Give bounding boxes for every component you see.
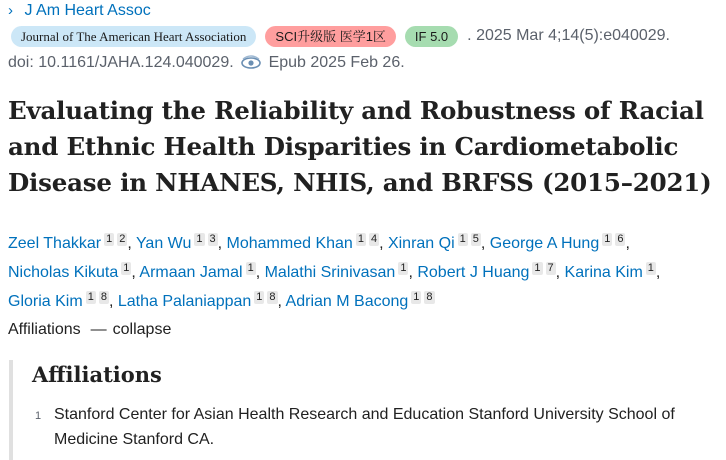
affiliations-heading: Affiliations	[32, 362, 162, 387]
affiliation-ref-link[interactable]: 8	[426, 291, 433, 303]
author-item	[118, 293, 278, 310]
affiliation-ref-link[interactable]: 5	[472, 233, 479, 245]
author-name-link[interactable]: Zeel Thakkar	[8, 235, 102, 252]
chevron-right-icon: ›	[8, 2, 13, 19]
affiliation-ref-link[interactable]: 1	[87, 291, 94, 303]
affiliation-ref-link[interactable]: 6	[617, 233, 624, 245]
affiliation-ref-link[interactable]: 2	[119, 233, 126, 245]
journal-link[interactable]	[8, 1, 151, 21]
author-item	[227, 235, 380, 252]
affiliation-ref-link[interactable]: 1	[459, 233, 466, 245]
affiliation-ref-link[interactable]: 1	[534, 262, 541, 274]
author-item	[136, 235, 218, 252]
affiliation-ref-link[interactable]: 7	[547, 262, 554, 274]
author-name-link[interactable]: Latha Palaniappan	[117, 293, 252, 310]
affiliations-toggle[interactable]	[8, 319, 171, 341]
sci-badge[interactable]: SCI升级版 医学1区	[265, 26, 396, 47]
affiliation-ref-link[interactable]: 1	[604, 233, 611, 245]
affiliation-ref-link[interactable]: 1	[357, 233, 364, 245]
doi-text[interactable]: doi: 10.1161/JAHA.124.040029.	[8, 54, 234, 71]
affiliation-number: 1	[35, 410, 42, 422]
affiliations-panel	[9, 360, 726, 460]
author-name-link[interactable]: Nicholas Kikuta	[8, 264, 119, 281]
affiliation-item	[35, 402, 705, 452]
citation-text: . 2025 Mar 4;14(5):e040029.	[467, 27, 670, 44]
author-name-link[interactable]: Karina Kim	[564, 264, 643, 281]
affiliation-ref-link[interactable]: 4	[370, 233, 378, 245]
author-name-link[interactable]: Gloria Kim	[8, 293, 83, 310]
journal-badge[interactable]: Journal of The American Heart Association	[11, 26, 256, 47]
affiliation-ref-link[interactable]: 1	[256, 291, 263, 303]
author-item	[8, 293, 109, 310]
collapse-link[interactable]: collapse	[112, 321, 172, 338]
author-item	[417, 264, 555, 281]
author-name-link[interactable]: Robert J Huang	[417, 264, 530, 281]
article-title: Evaluating the Reliability and Robustness of Racial and Ethnic Health Disparities in Cardiometabolic Disease in NHANES, NHIS, and BRFSS (2015–2021)	[8, 96, 712, 197]
author-name-link[interactable]: Yan Wu	[135, 235, 192, 252]
affiliation-ref-link[interactable]: 1	[123, 262, 130, 274]
epub-date: Epub 2025 Feb 26.	[268, 54, 405, 71]
journal-name-link[interactable]: J Am Heart Assoc	[24, 2, 151, 19]
author-name-link[interactable]: Xinran Qi	[387, 235, 455, 252]
author-list: Zeel Thakkar 1 2 , Yan Wu 1 3 , Mohammed Khan 1 4 , Xinran Qi 1 5 , George A Hung 1 6 , Nicholas Kikuta 1 , Armaan Jamal 1 , Malathi Srinivasan 1 , Robert J Huang 1 7 , Karina Kim 1 , Gloria Kim 1 8 , Latha Palaniappan 1 8 , Adrian M Bacong 1 8	[8, 233, 661, 310]
affiliation-ref-link[interactable]: 1	[413, 291, 420, 303]
author-name-link[interactable]: George A Hung	[489, 235, 600, 252]
author-name-link[interactable]: Malathi Srinivasan	[264, 264, 396, 281]
affiliation-ref-link[interactable]: 3	[209, 233, 216, 245]
affiliation-ref-link[interactable]: 1	[106, 233, 113, 245]
author-name-link[interactable]: Adrian M Bacong	[285, 293, 409, 310]
affiliations-toggle-label: Affiliations	[8, 321, 81, 338]
doi-row	[8, 52, 405, 76]
author-item	[388, 235, 481, 252]
author-name-link[interactable]: Armaan Jamal	[139, 264, 243, 281]
affiliation-ref-link[interactable]: 1	[647, 262, 654, 274]
affiliation-ref-link[interactable]: 8	[100, 291, 107, 303]
author-item	[565, 264, 656, 281]
author-item	[286, 293, 435, 310]
author-name-link[interactable]: Mohammed Khan	[226, 235, 353, 252]
affiliation-ref-link[interactable]: 1	[196, 233, 203, 245]
dash-icon: —	[90, 321, 107, 338]
affiliation-ref-link[interactable]: 1	[247, 262, 254, 274]
impact-factor-badge[interactable]: IF 5.0	[405, 26, 458, 47]
author-item	[265, 264, 409, 281]
author-item	[8, 235, 127, 252]
author-item	[490, 235, 626, 252]
affiliation-ref-link[interactable]: 1	[400, 262, 407, 274]
citation-meta-row	[11, 24, 670, 48]
author-item	[8, 264, 131, 281]
author-item	[139, 264, 255, 281]
eye-icon	[241, 54, 261, 76]
affiliation-ref-link[interactable]: 8	[269, 291, 276, 303]
affiliation-text: Stanford Center for Asian Health Research and Education Stanford University School of Medicine Stanford CA.	[54, 406, 675, 448]
